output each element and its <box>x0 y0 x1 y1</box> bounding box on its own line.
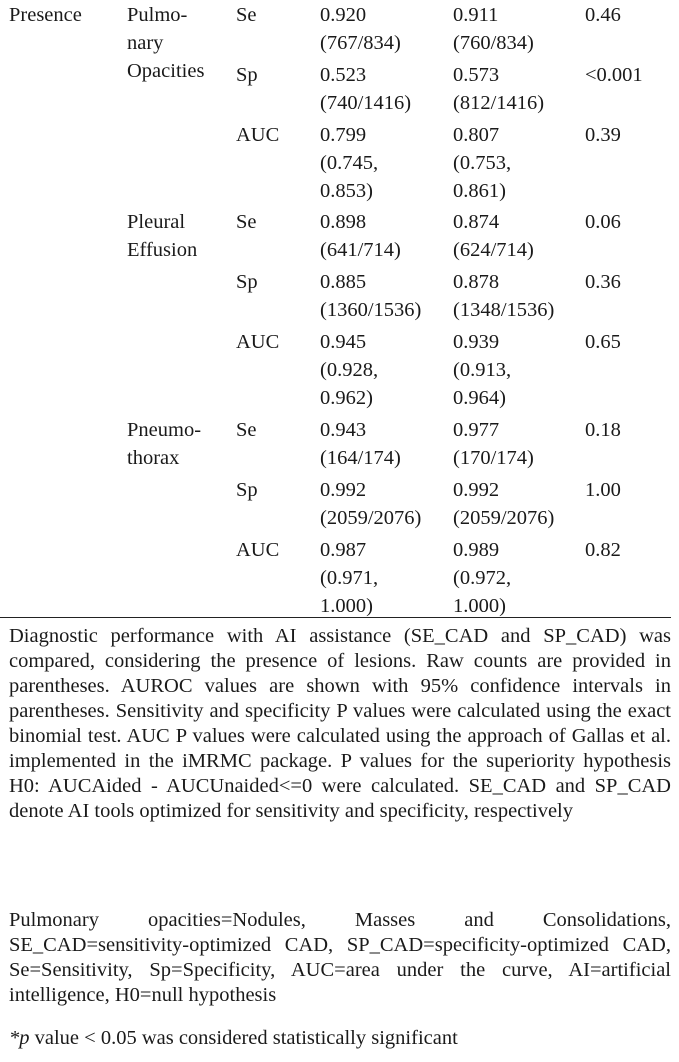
se-cad-value: 0.898 <box>320 211 367 233</box>
sp-cad-value: (624/714) <box>453 239 534 261</box>
se-cad-value: 0.992 <box>320 479 367 501</box>
se-cad-value: 0.920 <box>320 4 367 26</box>
sp-cad-value: 0.874 <box>453 211 500 233</box>
se-cad-value: (2059/2076) <box>320 507 422 529</box>
se-cad-value: 0.945 <box>320 331 367 353</box>
se-cad-value: 0.962) <box>320 387 373 409</box>
finding-label-line: thorax <box>127 447 180 469</box>
table-bottom-rule <box>0 617 671 618</box>
finding-label-line: nary <box>127 32 164 54</box>
metric-label: Se <box>236 4 257 26</box>
metric-label: Sp <box>236 64 258 86</box>
sp-cad-value: (170/174) <box>453 447 534 469</box>
p-value: 0.82 <box>585 539 621 561</box>
sp-cad-value: (0.753, <box>453 152 512 174</box>
sp-cad-value: 0.878 <box>453 271 500 293</box>
metric-label: Se <box>236 419 257 441</box>
metric-label: AUC <box>236 124 280 146</box>
se-cad-value: 0.885 <box>320 271 367 293</box>
sp-cad-value: 0.992 <box>453 479 500 501</box>
se-cad-value: (641/714) <box>320 239 401 261</box>
se-cad-value: (0.971, <box>320 567 379 589</box>
se-cad-value: 0.523 <box>320 64 367 86</box>
significance-symbol: *p <box>9 1027 30 1049</box>
finding-label-line: Pleural <box>127 211 186 233</box>
sp-cad-value: 0.989 <box>453 539 500 561</box>
se-cad-value: (0.928, <box>320 359 379 381</box>
se-cad-value: 0.943 <box>320 419 367 441</box>
abbreviations-note: Pulmonary opacities=Nodules, Masses and Consolidations, SE_CAD=sensitivity-optimized CAD, SP_CAD=specificity-optimized CAD, Se=Sensitivity, Sp=Specificity, AUC=area under the curve, AI=artificial intelligence, H0=null hypothesis <box>9 909 671 1006</box>
se-cad-value: (767/834) <box>320 32 401 54</box>
metric-label: Se <box>236 211 257 233</box>
sp-cad-value: (812/1416) <box>453 92 545 114</box>
p-value: 1.00 <box>585 479 621 501</box>
finding-label-line: Effusion <box>127 239 198 261</box>
metric-label: Sp <box>236 479 258 501</box>
finding-label-line: Pneumo- <box>127 419 202 441</box>
significance-note <box>9 1026 671 1051</box>
sp-cad-value: (1348/1536) <box>453 299 555 321</box>
sp-cad-value: (0.972, <box>453 567 512 589</box>
metric-label: AUC <box>236 539 280 561</box>
se-cad-value: 0.987 <box>320 539 367 561</box>
sp-cad-value: 0.573 <box>453 64 500 86</box>
se-cad-value: 0.799 <box>320 124 367 146</box>
table-footnotes <box>9 624 671 824</box>
p-value: 0.65 <box>585 331 621 353</box>
abbreviations-block <box>9 908 671 1008</box>
p-value: 0.36 <box>585 271 621 293</box>
se-cad-value: (0.745, <box>320 152 379 174</box>
p-value: 0.18 <box>585 419 621 441</box>
significance-block <box>9 1026 671 1051</box>
group-label: Presence <box>9 4 82 26</box>
se-cad-value: 1.000) <box>320 595 373 617</box>
se-cad-value: (740/1416) <box>320 92 412 114</box>
sp-cad-value: 0.977 <box>453 419 500 441</box>
p-value: 0.06 <box>585 211 621 233</box>
sp-cad-value: 0.939 <box>453 331 500 353</box>
sp-cad-value: 0.861) <box>453 180 506 202</box>
metric-label: Sp <box>236 271 258 293</box>
p-value: 0.39 <box>585 124 621 146</box>
se-cad-value: (1360/1536) <box>320 299 422 321</box>
finding-label-line: Pulmo- <box>127 4 188 26</box>
sp-cad-value: 0.964) <box>453 387 506 409</box>
p-value: <0.001 <box>585 64 643 86</box>
significance-text: value < 0.05 was considered statistically significant <box>29 1027 458 1049</box>
se-cad-value: (164/174) <box>320 447 401 469</box>
sp-cad-value: (0.913, <box>453 359 512 381</box>
table-caption-note: Diagnostic performance with AI assistance (SE_CAD and SP_CAD) was compared, considering the presence of lesions. Raw counts are provided in parentheses. AUROC values are shown with 95% confidence intervals in parentheses. Sensitivity and specificity P values were calculated using the exact binomial test. AUC P values were calculated using the approach of Gallas et al. implemented in the iMRMC package. P values for the superiority hypothesis H0: AUCAided - AUCUnaided<=0 were calculated. SE_CAD and SP_CAD denote AI tools optimized for sensitivity and specificity, respectively <box>9 625 671 822</box>
sp-cad-value: (760/834) <box>453 32 534 54</box>
sp-cad-value: (2059/2076) <box>453 507 555 529</box>
se-cad-value: 0.853) <box>320 180 373 202</box>
p-value: 0.46 <box>585 4 621 26</box>
finding-label-line: Opacities <box>127 60 205 82</box>
sp-cad-value: 1.000) <box>453 595 506 617</box>
sp-cad-value: 0.911 <box>453 4 499 26</box>
metric-label: AUC <box>236 331 280 353</box>
sp-cad-value: 0.807 <box>453 124 500 146</box>
